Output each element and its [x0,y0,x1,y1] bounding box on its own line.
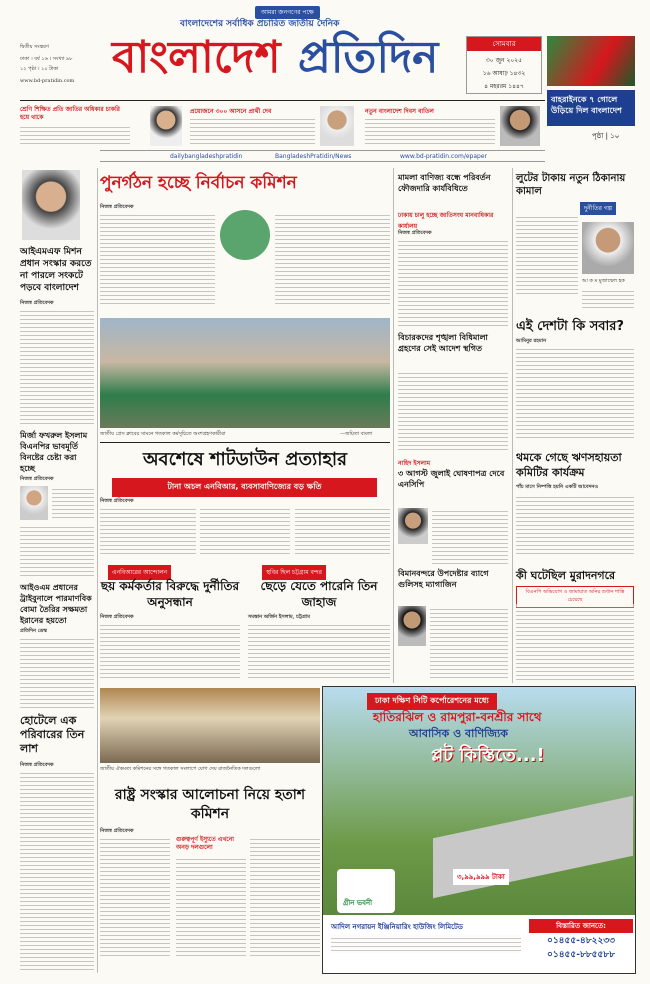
teaser-1[interactable]: শ্রেণি শিক্ষিত প্রতি জাতির অধিকার চাকরি হয়ে থাকে [20,106,120,121]
nahid-portrait [398,508,428,544]
ad-price: ৩,৯৯,৯৯৯ টাকা [453,869,509,885]
shutdown-headline[interactable]: অবশেষে শাটডাউন প্রত্যাহার [142,449,348,470]
date-hijri: ৪ মহররম ১৪৪৭ [484,83,524,90]
rca-s1-body [398,238,508,326]
rcb-s4-sub: বিএনপি অভিযোগ ও জামায়াত অনির শুধান শাস্তি চেয়েছে [516,586,634,608]
reform-body-col1 [100,836,170,956]
shutdown-rule [100,442,390,443]
left-column-divider [97,168,98,973]
rcb-s1-body-b [582,288,634,310]
date-box [466,36,542,94]
left-story1-body [20,308,94,426]
reform-photo[interactable] [100,688,320,763]
day-label: সোমবার [467,37,541,51]
lead-photo[interactable] [100,318,390,428]
teaser-2[interactable]: প্রয়োজনে ৩০০ আসনে প্রার্থী দেব [190,108,272,115]
rca-s2-headline[interactable]: ঢাকায় চালু হচ্ছে জাতিসংঘ মানবাধিকার কার্যালয় [398,212,494,230]
date-en: ৩০ জুন ২০২৫ [485,57,523,64]
rcb-s1-caption: আ ক ম মুজাম্মেল হক [582,278,625,284]
reform-headline[interactable]: রাষ্ট্র সংস্কার আলোচনা নিয়ে হতাশ কমিশন [114,787,306,822]
left-story2-body-b [20,524,94,578]
fakhrul-portrait [20,486,48,520]
ad-phone1[interactable]: ০১৪৫৫-৪৮২২৩৩ [546,936,616,946]
rcb-s3-sub: পাঁচ মাসে নিষ্পত্তি হয়নি একটি আবেদনও [516,484,599,490]
port-headline[interactable]: ছেড়ে যেতে পারেনি তিন জাহাজ [260,579,378,609]
teaser-2-text [190,116,315,146]
left-story3-byline: প্রতিদিন ডেস্ক [20,628,48,634]
left-story4-byline: নিজস্ব প্রতিবেদক [20,762,54,768]
ad-company: আদিল নগরায়ন ইঞ্জিনিয়ারিং হাউজিং লিমিটেড [331,923,463,931]
rca-s5-body [430,606,508,680]
nbr-body [100,622,240,680]
left-story2-headline[interactable]: মির্জা ফখরুল ইসলাম বিএনপির ভাবমূর্তি বিনষ্টের চেষ্টা করা হচ্ছে [20,431,88,473]
left-story3-body [20,636,94,708]
masthead-subtitle: বাংলাদেশের সর্বাধিক প্রচারিত জাতীয় দৈনিক [180,19,340,29]
port-byline: সমস্তান অর্জিন ইসলাম, চট্টগ্রাম [248,614,310,620]
rca-s5-headline[interactable]: বিমানবন্দরে উপদেষ্টার ব্যাগে গুলিসহ ম্যাগাজিন [398,569,489,589]
rcb-s2-author: আমিনুর রহমান [516,338,547,344]
ad-contact-label: বিস্তারিত জানতে: [529,919,633,933]
left-story2-body-a [52,486,94,520]
rcb-s1-body [516,214,578,294]
reform-body-col2 [176,856,246,956]
date-bn: ১৬ আষাঢ় ১৪৩২ [482,70,526,77]
teaser-2-portrait [320,106,354,146]
housing-ad[interactable] [322,686,636,974]
logo-left: বাংলাদেশ [112,32,281,83]
reform-byline: নিজস্ব প্রতিবেদক [100,828,134,834]
shutdown-body-col3 [295,506,390,556]
ad-line2: হাতিরঝিল ও রামপুরা-বনশ্রীর সাথে [373,710,542,724]
rcb-s1-tag: দুর্নীতির গল্প [580,202,616,215]
teaser-3-portrait [500,106,540,146]
teaser-3-text [365,116,495,146]
ad-line4: প্লট কিস্তিতে...! [431,745,545,766]
promo-page: পৃষ্ঠা | ১০ [592,132,620,140]
ad-address [331,935,521,953]
shutdown-body-col2 [200,506,290,556]
port-body [248,622,390,680]
lead-headline[interactable]: পুনর্গঠন হচ্ছে নির্বাচন কমিশন [100,173,297,193]
ad-line3: আবাসিক ও বাণিজ্যিক [409,727,508,740]
social-bar [100,150,545,162]
masthead-rule [20,100,545,101]
left-story4-body [20,770,94,970]
price-label: ১২ পৃষ্ঠা । ১০ টাকা [20,66,59,72]
left-story2-byline: নিজস্ব প্রতিবেদক [20,476,54,482]
ad-line1: ঢাকা দক্ষিণ সিটি কর্পোরেশনের মধ্যে [367,693,497,710]
kamal-portrait [582,222,634,274]
lead-photo-caption: জাতীয় প্রেস ক্লাবের সামনে গতকাল কর্মসূচিতে অংশগ্রহণকারীরা [100,431,226,437]
lead-byline: নিজস্ব প্রতিবেদক [100,204,134,210]
rcb-s4-body [516,604,634,680]
lead-body-col2 [275,212,390,304]
rcb-s1-headline[interactable]: লুটের টাকায় নতুন ঠিকানায় কামাল [516,173,626,197]
teaser-1-portrait [150,106,182,146]
shutdown-body-col1 [100,506,196,556]
edition-label: দ্বিতীয় সংস্করণ [20,44,49,50]
website-link[interactable]: www.bd-pratidin.com [20,78,75,84]
nbr-kicker: এনবিআরের আন্দোলন [108,565,171,580]
ad-brand: গ্রীন ভবনী [343,899,373,907]
teaser-3[interactable]: নতুন বাংলাদেশ দিবস বাতিল [365,108,434,115]
lead-body-col1 [100,212,215,304]
left-story1-byline: নিজস্ব প্রতিবেদক [20,300,54,306]
right-divider-a [393,168,394,683]
rca-byline-1: নিজস্ব প্রতিবেদক [398,230,432,236]
volume-label: ঢাকা । বর্ষ ১৬ । সংখ্যা ৯৮ [20,56,73,62]
rca-s4-headline[interactable]: ৩ আগস্ট জুলাই ঘোষণাপত্র দেবে এনসিপি [398,469,505,489]
adviser-portrait [398,606,426,646]
rcb-s4-headline[interactable]: কী ঘটেছিল মুরাদনগরে [516,569,616,582]
logo-right: প্রতিদিন [298,32,439,83]
epaper-link[interactable]: www.bd-pratidin.com/epaper [400,153,487,160]
lead-photo-credit: —জয়িতা বাংলা [340,431,373,437]
right-divider-b [512,168,513,683]
ballot-box-graphic [220,210,270,260]
left-story1-headline[interactable]: আইএমএফ মিশন প্রধান সংস্কার করতে না পারলে সংকটে পড়বে বাংলাদেশ [20,247,92,293]
shutdown-byline: নিজস্ব প্রতিবেদক [100,498,134,504]
teaser-1-text [20,124,130,146]
rcb-s2-body [516,346,634,438]
reform-inset: গুরুত্বপূর্ণ ইস্যুতে এখনো অনড় দলগুলো [176,836,235,851]
rca-s3-headline[interactable]: বিচারকদের শৃঙ্খলা বিধিমালা গ্রহণের সেই আদেশ স্থগিত [398,333,488,353]
reform-body-col3 [250,836,320,956]
left-story3-headline[interactable]: আইওএম প্রধানের ট্রাইবুনালে পারমাণবিক বোমা তৈরির সক্ষমতা ইরানের হয়তো [20,583,92,625]
twitter-link[interactable]: BangladeshPratidin/News [275,153,352,160]
port-kicker: স্থবির ছিল চট্টগ্রাম বন্দর [262,565,326,580]
promo-football[interactable]: বাহরাইনকে ৭ গোলে উড়িয়ে দিল বাংলাদেশ [547,90,635,126]
nbr-byline: নিজস্ব প্রতিবেদক [100,614,134,620]
rcb-s3-headline[interactable]: থমকে গেছে ঋণসহায়তা কমিটির কার্যক্রম [516,451,622,479]
shutdown-subhead: টানা অচল এনবিআর, ব্যবসাবাণিজ্যের বড় ক্ষতি [112,478,377,497]
rcb-s3-body [516,494,634,556]
rca-s1-headline[interactable]: মামলা বাণিজ্য বন্ধে পরিবর্তন ফৌজদারি কার্যবিধিতে [398,173,491,193]
rca-s3-body [398,370,508,450]
imf-chief-portrait [22,170,80,240]
reform-photo-caption: জাতীয় ঐকমত্য কমিশনের সঙ্গে গতকাল সংলাপে যোগ দেয় রাজনৈতিক দলগুলো [100,766,261,772]
ad-phone2[interactable]: ০১৪৫৫-৮৮৫৫৮৮ [547,950,615,960]
rca-s4-kicker: নাহিদ ইসলাম [398,460,431,467]
rcb-s2-headline[interactable]: এই দেশটা কি সবার? [516,319,624,334]
facebook-link[interactable]: dailybangladeshpratidin [170,153,243,160]
left-story4-headline[interactable]: হোটেলে এক পরিবারের তিন লাশ [20,714,85,755]
football-team-photo[interactable] [547,36,635,86]
nbr-headline[interactable]: ছয় কর্মকর্তার বিরুদ্ধে দুর্নীতির অনুসন্ধান [100,579,240,609]
tagline-badge: আমরা জনগণের পক্ষে [255,6,320,19]
rca-s4-body [432,508,508,564]
